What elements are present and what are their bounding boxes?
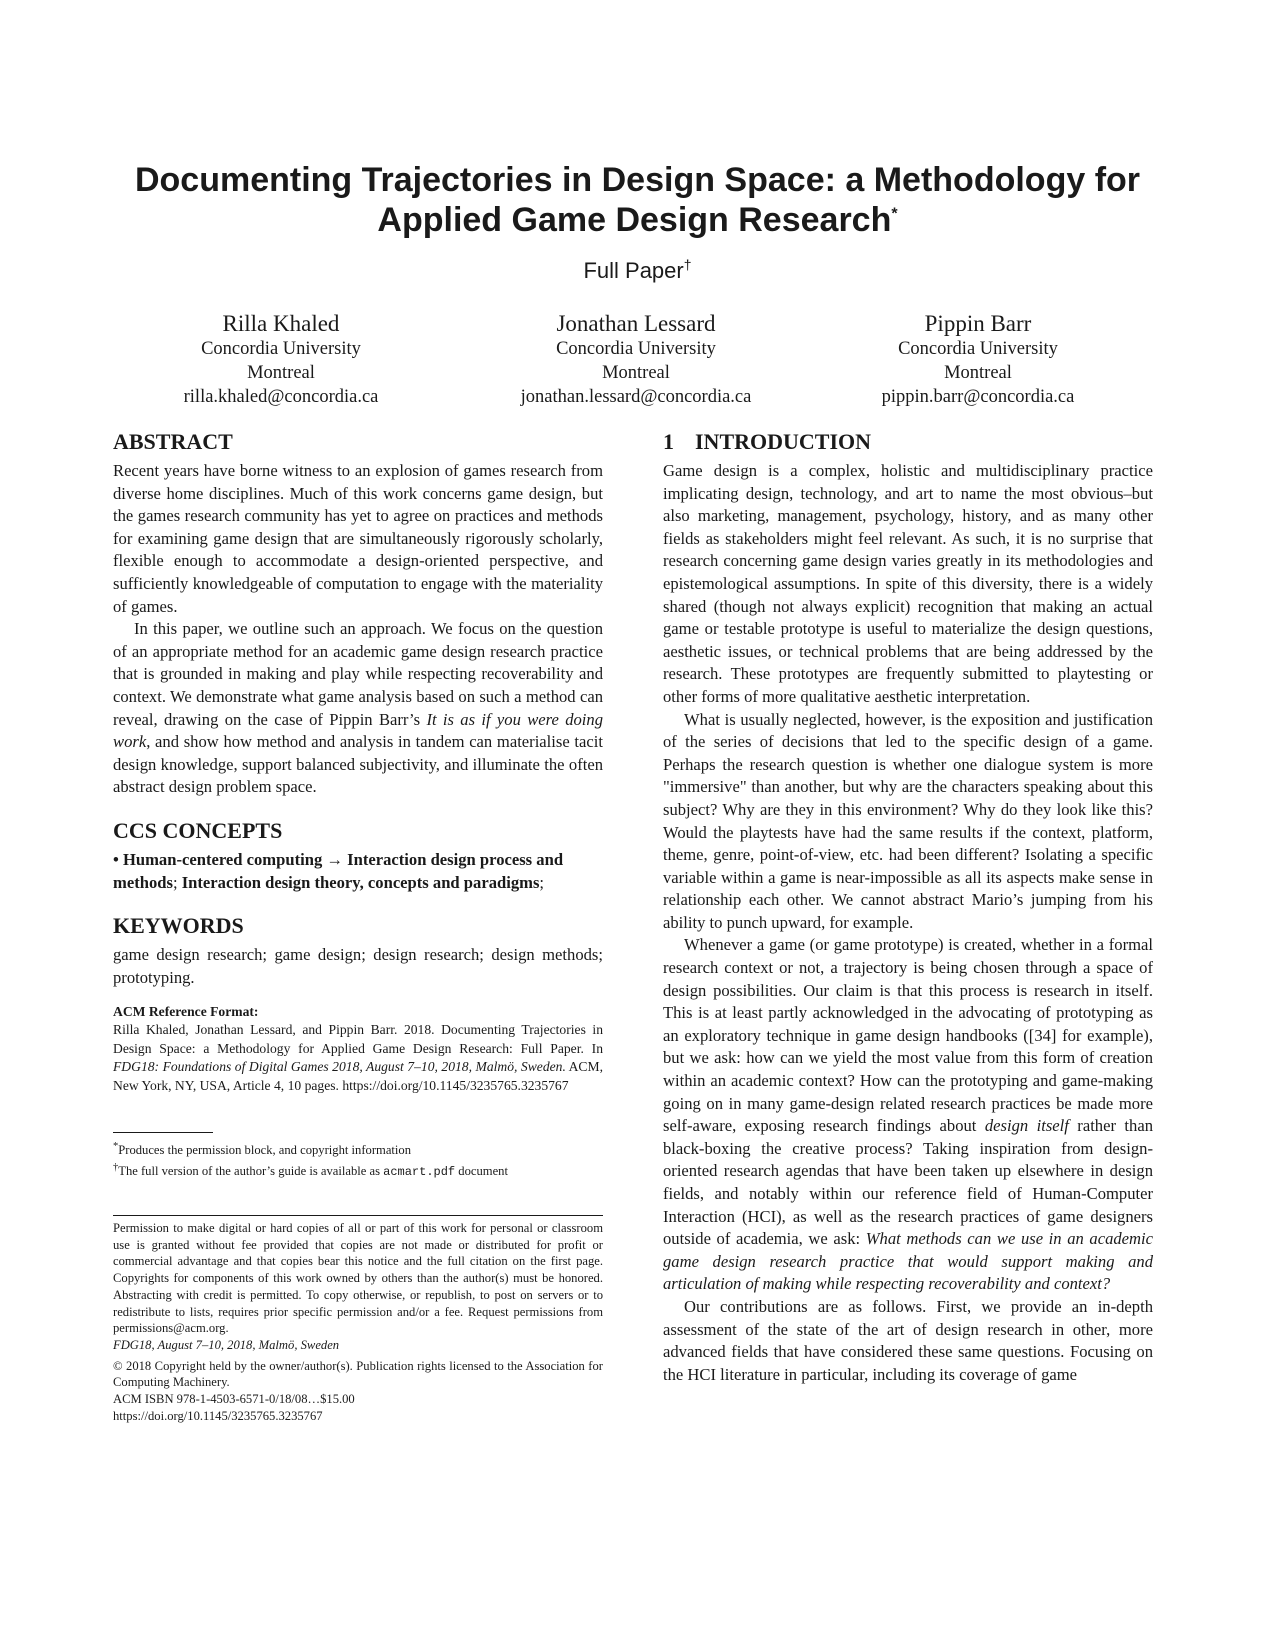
permission-rule (113, 1215, 603, 1216)
author-city: Montreal (602, 363, 670, 383)
ccs-heading: CCS CONCEPTS (113, 817, 283, 843)
acm-reference-heading: ACM Reference Format: (113, 1004, 259, 1020)
keywords-heading: KEYWORDS (113, 913, 244, 939)
footnote-2: †The full version of the author’s guide is available as acmart.pdf document (113, 1161, 508, 1180)
permission-text: Permission to make digital or hard copies of all or part of this work for personal or classroom use is granted without fee provided that copies are not made or distributed for profit or commercial advantage and that copies bear this notice and the full citation on the first page. Copyrights for components of this work owned by others than the author(s) must be honored. Abstracting with credit is permitted. To copy otherwise, or republish, to post on servers or to redistribute to lists, requires prior specific permission and/or a fee. Request permissions from permissions@acm.org. (113, 1221, 603, 1336)
author-affiliation: Concordia University (556, 339, 716, 359)
copyright-text: © 2018 Copyright held by the owner/author(s). Publication rights licensed to the Association for Computing Machinery. (113, 1358, 603, 1390)
footnote-1: *Produces the permission block, and copyright information (113, 1140, 411, 1157)
author-city: Montreal (247, 363, 315, 383)
paper-title (0, 160, 1275, 240)
intro-paragraph-2: What is usually neglected, however, is the exposition and justification of the series of decisions that led to the specific design of a game. Perhaps the research question is whether one dialogue system is more "immersive" than another, but why are the characters speaking about this subject? Why are they in this environment? Why do they look like this? Would the playtests have had the same results if the context, platform, theme, genre, point-of-view, etc. had been different? Isolating a specific variable within a game is near-impossible as all its aspects make sense in relationship each other. We cannot abstract Mario’s jumping from his ability to punch upward, for example. (663, 709, 1153, 932)
keywords-text: game design research; game design; design research; design methods; prototyping. (113, 945, 603, 987)
paper-title-line1: Documenting Trajectories in Design Space: a Methodology for (134, 161, 1141, 199)
title-footnote-mark: * (891, 205, 898, 223)
author-block-2 (471, 310, 801, 409)
isbn-text: ACM ISBN 978-1-4503-6571-0/18/08…$15.00 (113, 1392, 355, 1407)
author-email: pippin.barr@concordia.ca (881, 387, 1075, 407)
abstract-paragraph-2: In this paper, we outline such an approach. We focus on the question of an appropriate method for an academic game design research practice that is grounded in making and play while respecting recoverability and context. We demonstrate what game analysis based on such a method can reveal, drawing on the case of Pippin Barr’s It is as if you were doing work, and show how method and analysis in tandem can materialise tacit design knowledge, support balanced subjectivity, and illuminate the often abstract design problem space. (113, 619, 603, 797)
subtitle-text: Full Paper (583, 258, 684, 283)
acm-reference-format (113, 1003, 603, 1095)
acm-reference-text: Rilla Khaled, Jonathan Lessard, and Pippin Barr. 2018. Documenting Trajectories in Design Space: a Methodology for Applied Game Design Research: Full Paper. In FDG18: Foundations of Digital Games 2018, August 7–10, 2018, Malmö, Sweden. ACM, New York, NY, USA, Article 4, 10 pages. https://doi.org/10.1145/3235765.3235767 (113, 1022, 603, 1094)
game-title: It is as if you were doing work (113, 709, 603, 752)
right-column (663, 428, 1153, 1386)
author-email: jonathan.lessard@concordia.ca (520, 387, 752, 407)
author-affiliation: Concordia University (201, 339, 361, 359)
author-email: rilla.khaled@concordia.ca (183, 387, 379, 407)
permission-block (113, 1215, 603, 1424)
permission-venue: FDG18, August 7–10, 2018, Malmö, Sweden (113, 1337, 340, 1352)
author-city: Montreal (944, 363, 1012, 383)
subtitle-footnote-mark: † (683, 256, 692, 273)
left-column (113, 428, 603, 1424)
section-number: 1 (663, 429, 674, 454)
author-name: Pippin Barr (924, 311, 1032, 336)
intro-paragraph-1: Game design is a complex, holistic and multidisciplinary practice implicating design, technology, and art to name the most obvious–but also marketing, management, psychology, history, and as many other fields as stakeholders might feel relevant. As such, it is no surprise that research concerning game design varies greatly in its methodologies and epistemological assumptions. In spite of this diversity, there is a widely shared (though not always explicit) recognition that making an actual game or testable prototype is useful to materialize the design questions, aesthetic issues, or technical problems that are being addressed by the research. These prototypes are frequently submitted to playtesting or other forms of more qualitative aesthetic interpretation. (663, 461, 1153, 706)
author-affiliation: Concordia University (898, 339, 1058, 359)
paper-title-line2: Applied Game Design Research (377, 201, 892, 239)
footnote-rule (113, 1132, 213, 1133)
paper-subtitle (0, 258, 1275, 284)
footnotes (113, 1132, 603, 1181)
author-block-1 (116, 310, 446, 409)
abstract-paragraph-1: Recent years have borne witness to an explosion of games research from diverse home disciplines. Much of this work concerns game design, but the games research community has yet to agree on practices and methods for examining game design that are simultaneously rigorously scholarly, flexible enough to accommodate a design-oriented perspective, and sufficiently knowledgeable of computation to engage with the materiality of games. (113, 461, 603, 616)
author-block-3 (813, 310, 1143, 409)
introduction-heading: 1 INTRODUCTION (663, 429, 872, 454)
doi-text: https://doi.org/10.1145/3235765.3235767 (113, 1408, 323, 1423)
author-name: Rilla Khaled (222, 311, 340, 336)
intro-paragraph-3: Whenever a game (or game prototype) is created, whether in a formal research context or not, a trajectory is being chosen through a space of design possibilities. Our claim is that this process is research in itself. This is at least partly acknowledged in the advocating of prototyping as an exploratory technique in game design handbooks ([34] for example), but we ask: how can we yield the most value from this form of creation within an academic context? How can the prototyping and game-making going on in many game-design related research practices be made more self-aware, exposing research findings about design itself rather than black-boxing the creative process? Taking inspiration from design-oriented research agendas that have been taken up elsewhere in design fields, and notably within our reference field of Human-Computer Interaction (HCI), as well as the research practices of game designers outside of academia, we ask: What methods can we use in an academic game design research practice that would support making and articulation of making while respecting recoverability and context? (663, 935, 1153, 1294)
arrow-icon: → (326, 849, 343, 869)
intro-paragraph-4: Our contributions are as follows. First, we provide an in-depth assessment of the state of the art of design research in other, more advanced fields that have considered these same questions. Focusing on the HCI literature in particular, including its coverage of game (663, 1296, 1153, 1384)
ccs-concepts: • Human-centered computing → Interaction design process and methods; Interaction design theory, concepts and paradigms; (113, 849, 564, 892)
author-name: Jonathan Lessard (556, 311, 716, 336)
abstract-heading: ABSTRACT (113, 429, 233, 454)
